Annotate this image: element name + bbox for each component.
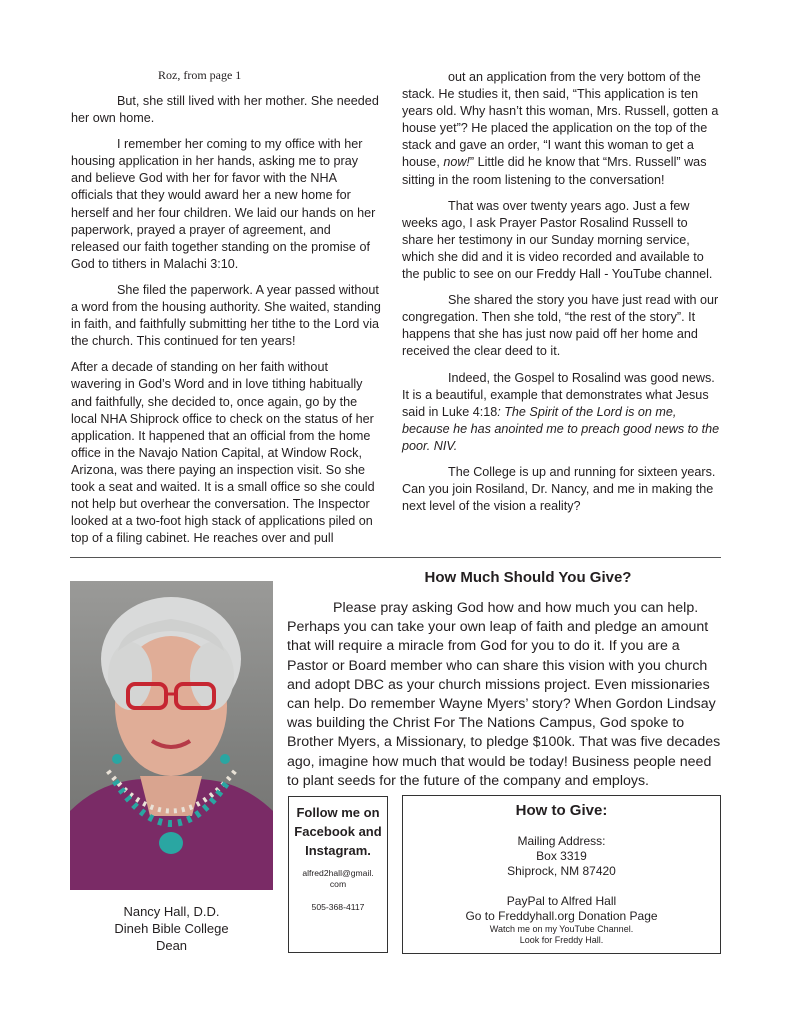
follow-title [289, 803, 387, 860]
article-paragraph: But, she still lived with her mother. She needed her own home. [71, 94, 379, 126]
paypal-line: PayPal to Alfred Hall [506, 894, 617, 908]
follow-title-line: Instagram. [305, 843, 371, 858]
contact-phone: 505-368-4117 [311, 902, 365, 912]
how-to-give-box [402, 795, 721, 954]
contact-email [289, 868, 387, 890]
caption-name: Nancy Hall, D.D. [123, 904, 220, 919]
article-paragraph: I remember her coming to my office with her housing application in her hands, asking me to pray and believe God with her for favor with the NHA officials that they would award her a new home for herself and her four children. We laid our hands on her paperwork, prayed a prayer of agreement, and released our faith together standing on the promise of God to tithers in Malachi 3:10. [71, 137, 376, 271]
article-paragraph: She filed the paperwork. A year passed without a word from the housing authority. She waited, standing in faith, and faithfully submitting her tithe to the Lord via the church. This continued for ten years! [71, 282, 381, 349]
emphasis-text: now! [443, 155, 470, 170]
article-paragraph [402, 69, 720, 189]
social-follow-box [288, 796, 388, 953]
appeal-heading: How Much Should You Give? [424, 569, 632, 586]
portrait-photo [70, 581, 273, 890]
follow-title-line: Facebook and [294, 824, 382, 839]
email-line: alfred2hall@gmail. [302, 868, 374, 878]
photo-caption [70, 903, 273, 954]
portrait-illustration [70, 581, 273, 890]
text-segment: ” Little did he know that “Mrs. Russell” was sitting in the room listening to the conversation! [402, 155, 707, 187]
article-paragraph: She shared the story you have just read with our congregation. Then she told, “the rest of the story”. It happens that she has just now paid off her home and received the clear deed to it. [402, 293, 719, 359]
text-segment: Indeed, the Gospel to Rosalind was good news. It is a beautiful, example that demonstrates what Jesus said in Luke 4:18 [402, 370, 715, 419]
article-paragraph: The College is up and running for sixteen years. Can you join Rosiland, Dr. Nancy, and me in making the next level of the vision a reality? [402, 464, 716, 514]
caption-role: Dean [155, 938, 188, 953]
po-box: Box 3319 [536, 849, 587, 863]
left-article-column [71, 93, 381, 556]
mailing-address [403, 834, 720, 879]
continuation-note: Roz, from page 1 [158, 68, 242, 82]
follow-title-line: Follow me on [296, 805, 380, 820]
text-segment: out an application from the very bottom of the stack. He studies it, then said, “This application is ten years old. Why hasn’t this woman, Mrs. Russell, gotten a house yet”? He placed the application on the top of the stack and gave an order, “I want this woman to get a house, [402, 70, 719, 170]
youtube-line: Look for Freddy Hall. [519, 935, 604, 945]
appeal-body [287, 599, 723, 791]
scripture-quote: : The Spirit of the Lord is on me, because he has anointed me to preach good news to the poor. NIV. [402, 404, 720, 453]
online-giving [403, 894, 720, 946]
mailing-label: Mailing Address: [517, 834, 606, 848]
give-title: How to Give: [515, 802, 608, 819]
youtube-line: Watch me on my YouTube Channel. [489, 924, 634, 934]
article-paragraph: After a decade of standing on her faith without wavering in God’s Word and in love tithing habitually and faithfully, she decided to, once again, go by the local NHA Shiprock office to check on the status of her application. It happened that an official from the home office in the Navajo Nation Capital, at Window Rock, Arizona, was there paying an inspection visit. So she took a seat and waited. It is a small office so she could not help but overhear the conversation. The Inspector looked at a two-foot high stack of applications piled on top of a filing cabinet. He reaches over and pull [71, 360, 375, 546]
city-state-zip: Shiprock, NM 87420 [507, 864, 616, 878]
appeal-paragraph: Please pray asking God how and how much you can help. Perhaps you can take your own leap of faith and pledge an amount that will require a miracle from God for you to do it. If you are a Pastor or Board member who can share this vision with you church and adopt DBC as your church missions project. Even missionaries can help. Do remember Wayne Myers’ story? When Gordon Lindsay was building the Christ For The Nations Campus, God spoke to Brother Myers, a Missionary, to pledge $100k. That was five decades ago, imagine how much that would be today! Business people need to plant seeds for the future of the company and employs. [287, 600, 721, 789]
email-line: com [329, 879, 347, 889]
right-article-column [402, 69, 720, 524]
article-paragraph: That was over twenty years ago. Just a few weeks ago, I ask Prayer Pastor Rosalind Russell to share her testimony in our Sunday morning service, which she did and it is video recorded and available to the public to see on our Freddy Hall - YouTube channel. [402, 198, 713, 282]
website-line: Go to Freddyhall.org Donation Page [465, 909, 658, 923]
caption-organization: Dineh Bible College [114, 921, 229, 936]
article-paragraph [402, 370, 720, 455]
section-divider [70, 557, 721, 558]
